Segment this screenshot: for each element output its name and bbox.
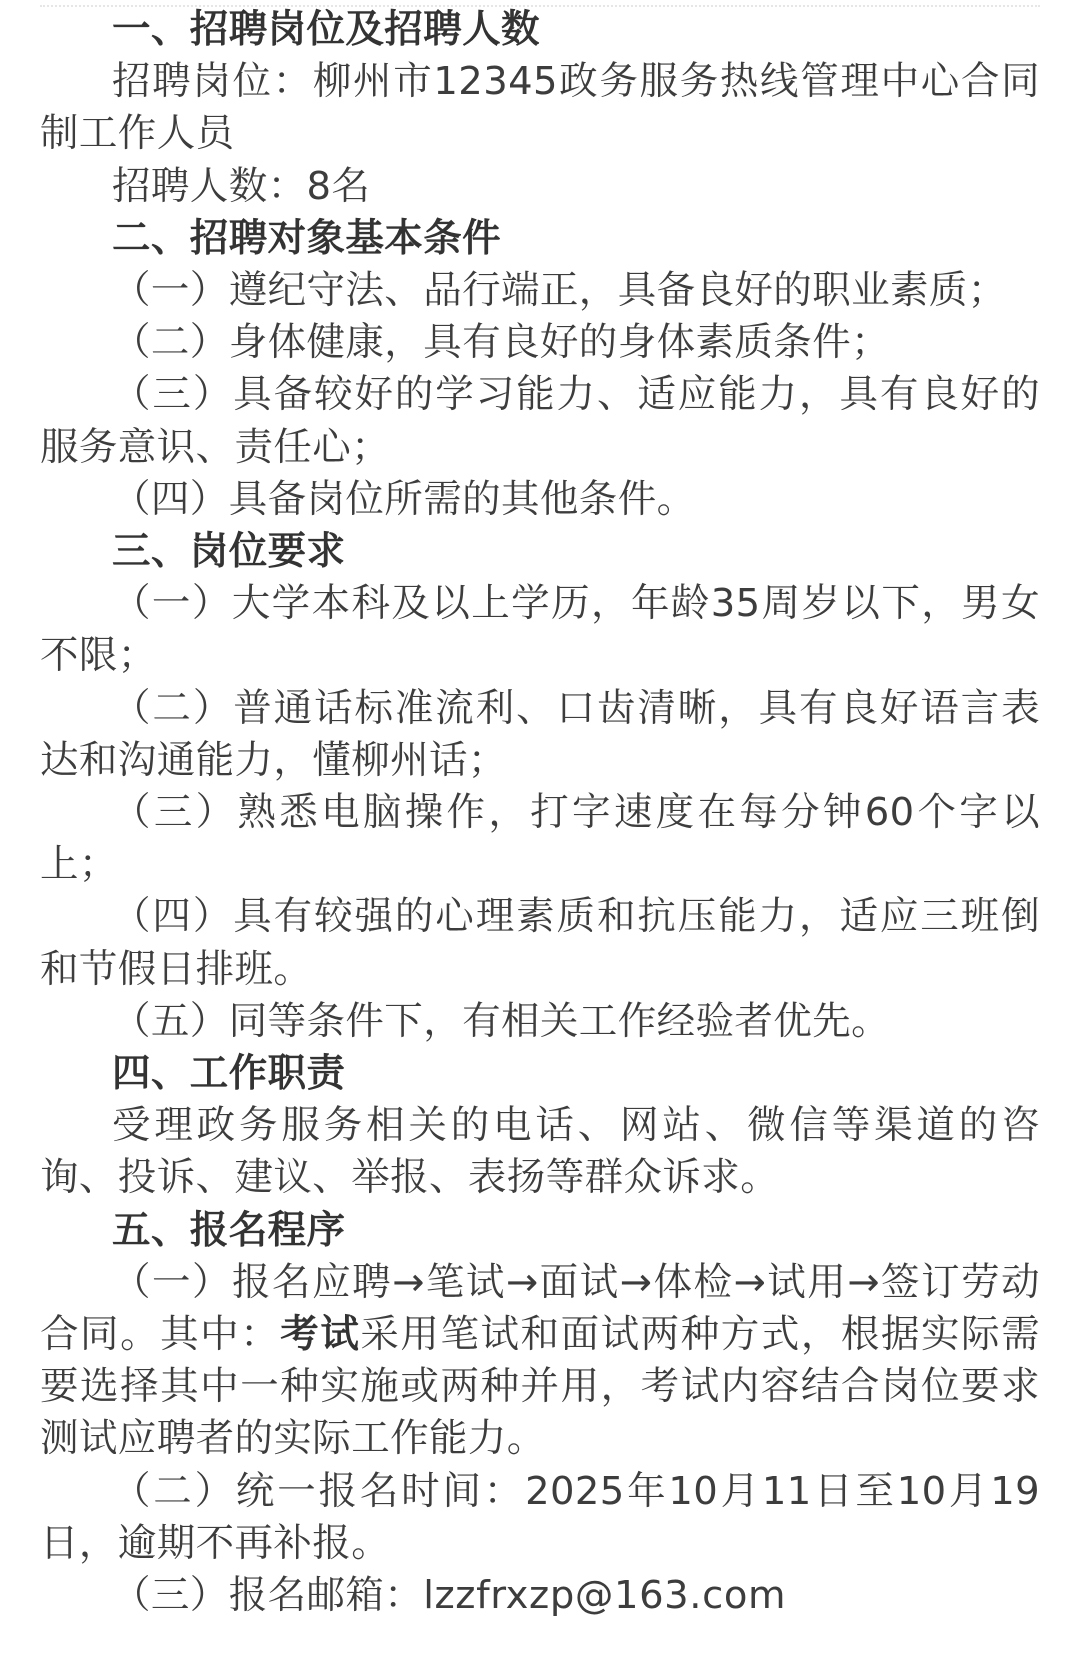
requirement-item: （三）熟悉电脑操作，打字速度在每分钟60个字以上；: [40, 790, 1040, 888]
condition-item: （三）具备较好的学习能力、适应能力，具有良好的服务意识、责任心；: [40, 372, 1040, 470]
document-body: [40, 4, 1040, 1622]
requirement-item: （二）普通话标准流利、口齿清晰，具有良好语言表达和沟通能力，懂柳州话；: [40, 685, 1040, 783]
requirement-item: （四）具有较强的心理素质和抗压能力，适应三班倒和节假日排班。: [40, 894, 1040, 992]
email-label: （三）报名邮箱：: [112, 1573, 424, 1619]
duty-paragraph: 受理政务服务相关的电话、网站、微信等渠道的咨询、投诉、建议、举报、表扬等群众诉求。: [40, 1103, 1040, 1201]
email-address[interactable]: lzzfrxzp@163.com: [423, 1573, 787, 1619]
section-heading-1: 一、招聘岗位及招聘人数: [112, 7, 540, 52]
procedure-text: 采用笔试和面试两种方式，根据实际需要选择其中一种实施或两种并用，考试内容结合岗位要求测试应聘者的实际工作能力。: [40, 1312, 1040, 1462]
procedure-bold-term: 考试: [280, 1312, 361, 1358]
section-heading-5: 五、报名程序: [112, 1207, 346, 1253]
requirement-item: （一）大学本科及以上学历，年龄35周岁以下，男女不限；: [40, 581, 1040, 679]
procedure-text: （一）报名应聘→笔试→面试→体检→试用→签订劳动合同。其中：: [40, 1259, 1040, 1358]
procedure-item-1: [40, 1257, 1040, 1466]
section-heading-2: 二、招聘对象基本条件: [112, 215, 502, 261]
section-heading-3: 三、岗位要求: [112, 529, 346, 575]
section-heading-4: 四、工作职责: [112, 1051, 346, 1097]
position-line: 招聘岗位：柳州市12345政务服务热线管理中心合同制工作人员: [40, 59, 1040, 157]
requirement-item: （五）同等条件下，有相关工作经验者优先。: [112, 998, 891, 1044]
procedure-item-3: [40, 1570, 1040, 1622]
condition-item: （四）具备岗位所需的其他条件。: [112, 476, 696, 522]
condition-item: （二）身体健康，具有良好的身体素质条件；: [112, 320, 891, 366]
procedure-item-2: （二）统一报名时间：2025年10月11日至10月19日，逾期不再补报。: [40, 1468, 1040, 1566]
count-line: 招聘人数：8名: [112, 163, 371, 209]
condition-item: （一）遵纪守法、品行端正，具备良好的职业素质；: [112, 268, 1007, 314]
